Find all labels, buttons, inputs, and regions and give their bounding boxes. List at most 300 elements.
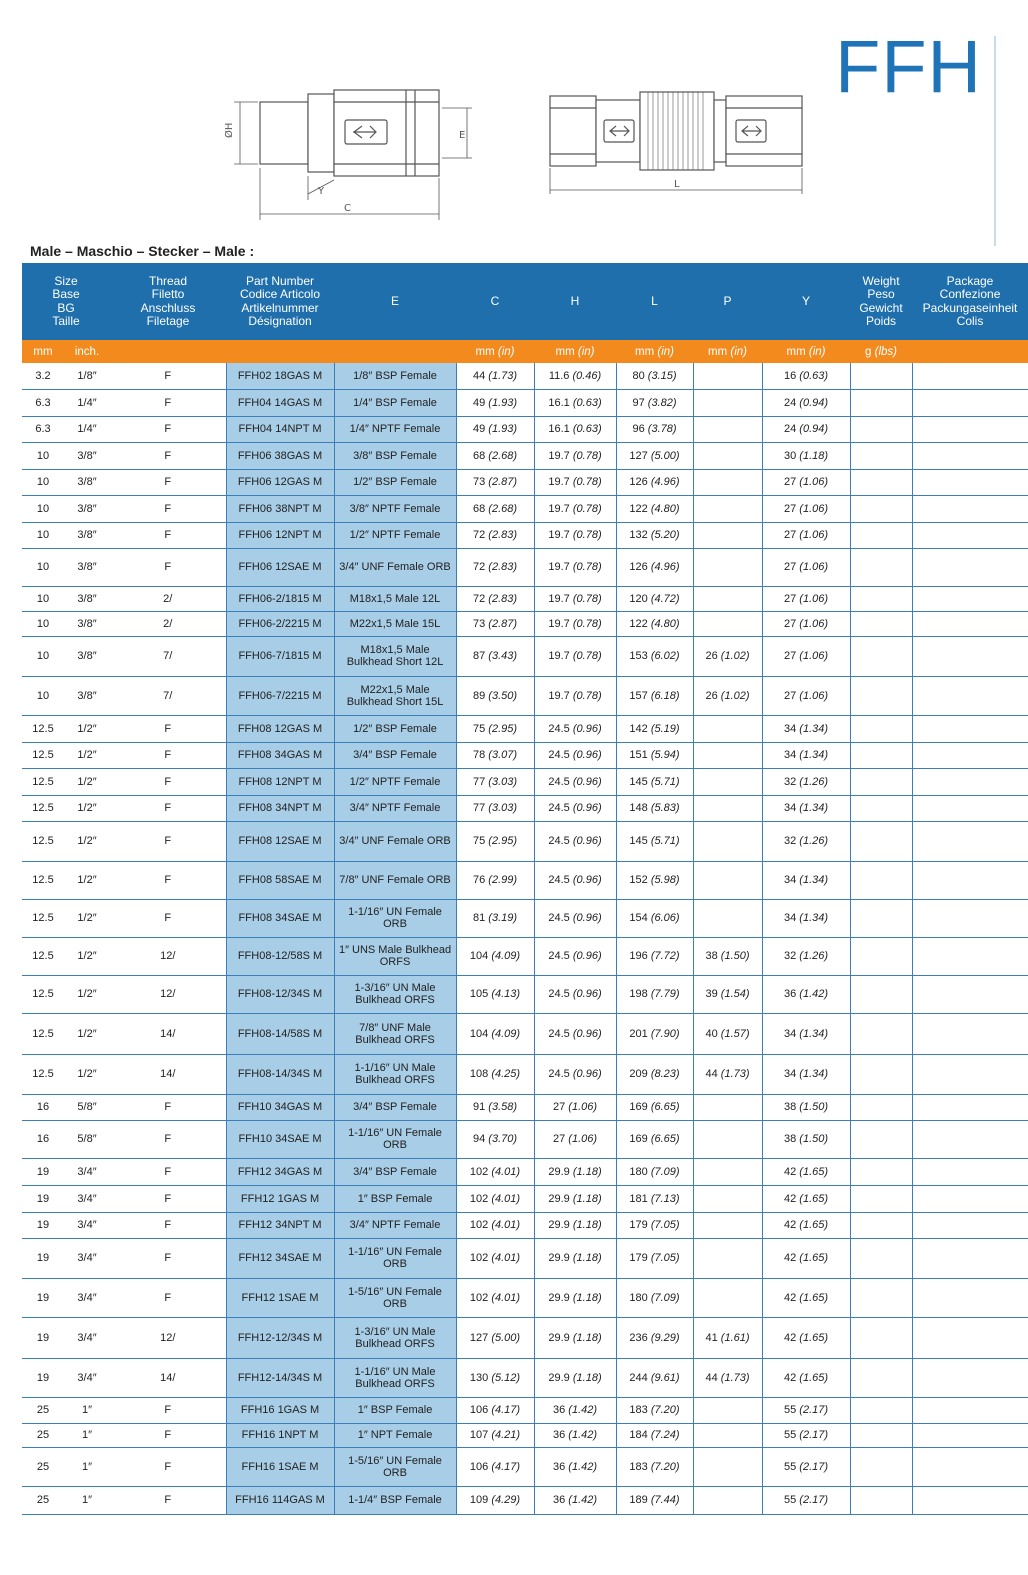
cell-l-in: (7.09) (650, 1165, 680, 1178)
cell-h-mm: 24.5 (548, 1068, 570, 1080)
cell-y-mm: 42 (783, 1219, 797, 1231)
cell-h-in: (0.96) (572, 775, 602, 788)
unit-mm: mm (708, 345, 728, 358)
cell-weight (850, 611, 912, 636)
cell-y (762, 495, 850, 522)
cell-l (616, 363, 693, 389)
cell-c-mm: 127 (469, 1331, 489, 1344)
cell-y-mm: 27 (783, 617, 797, 630)
cell-c-in: (4.01) (491, 1192, 521, 1205)
cell-y-in: (2.17) (799, 1404, 829, 1416)
cell-l-in: (7.72) (650, 950, 680, 962)
cell-p-mm: 39 (705, 988, 718, 1000)
cell-size-inch: 3/8″ (64, 442, 110, 469)
unit-in: (in) (657, 345, 675, 358)
cell-part-number: FFH12 34NPT M (226, 1212, 334, 1238)
cell-l-in: (7.05) (650, 1219, 680, 1231)
cell-p (693, 1238, 762, 1278)
cell-h-in: (0.78) (572, 689, 602, 702)
cell-h (534, 937, 616, 975)
cell-h-mm: 24.5 (548, 1027, 570, 1040)
cell-y-mm: 55 (783, 1460, 797, 1473)
cell-package (912, 1212, 1028, 1238)
cell-l (616, 1238, 693, 1278)
cell-c-mm: 104 (469, 950, 489, 962)
cell-l-mm: 181 (629, 1192, 648, 1205)
cell-h-in: (0.96) (572, 835, 602, 847)
cell-l (616, 442, 693, 469)
cell-size-inch: 3/4″ (64, 1158, 110, 1185)
cell-package (912, 1317, 1028, 1358)
cell-e: 1/2″ BSP Female (334, 469, 456, 495)
cell-h-in: (0.96) (572, 722, 602, 735)
table-row (22, 975, 1028, 1013)
cell-h-mm: 36 (552, 1429, 566, 1441)
cell-c-mm: 89 (472, 689, 486, 702)
cell-part-number: FFH12 34SAE M (226, 1238, 334, 1278)
cell-thread: 14/ (110, 1358, 226, 1397)
cell-y-in: (1.06) (799, 529, 829, 541)
unit-in: (in) (497, 345, 515, 358)
cell-l (616, 611, 693, 636)
table-row (22, 742, 1028, 768)
cell-y-mm: 34 (783, 874, 797, 886)
cell-y-in: (1.50) (799, 1133, 829, 1145)
cell-c-in: (4.17) (491, 1404, 521, 1416)
cell-c (456, 861, 534, 899)
cell-c-mm: 106 (469, 1404, 489, 1416)
cell-part-number: FFH16 114GAS M (226, 1486, 334, 1514)
cell-size-inch: 1/2″ (64, 861, 110, 899)
cell-p (693, 715, 762, 742)
cell-c (456, 742, 534, 768)
cell-l-mm: 80 (632, 369, 645, 382)
cell-y (762, 1447, 850, 1486)
cell-part-number: FFH08-14/34S M (226, 1054, 334, 1094)
cell-part-number: FFH12 1GAS M (226, 1185, 334, 1212)
cell-l-mm: 132 (629, 529, 648, 541)
cell-h-mm: 24.5 (548, 802, 570, 814)
cell-weight (850, 1447, 912, 1486)
cell-y-in: (2.17) (799, 1429, 829, 1441)
table-row (22, 1423, 1028, 1447)
cell-h-mm: 36 (552, 1460, 566, 1473)
cell-c (456, 768, 534, 795)
cell-p (693, 1486, 762, 1514)
cell-p-in: (1.73) (720, 1371, 750, 1384)
cell-y-mm: 24 (783, 396, 797, 409)
cell-l (616, 899, 693, 937)
cell-l-mm: 201 (629, 1027, 648, 1040)
cell-l-mm: 97 (632, 396, 645, 409)
cell-size-mm: 10 (22, 611, 64, 636)
cell-e: M18x1,5 Male Bulkhead Short 12L (334, 636, 456, 676)
cell-e: M22x1,5 Male Bulkhead Short 15L (334, 676, 456, 715)
cell-l (616, 975, 693, 1013)
cell-c-in: (4.01) (491, 1291, 521, 1304)
cell-l (616, 495, 693, 522)
cell-c (456, 1447, 534, 1486)
cell-p-mm: 26 (705, 689, 718, 702)
product-table (22, 263, 1028, 1515)
cell-h-in: (0.96) (572, 950, 602, 962)
cell-h (534, 1185, 616, 1212)
cell-part-number: FFH12-14/34S M (226, 1358, 334, 1397)
cell-p (693, 1447, 762, 1486)
cell-p-mm: 40 (705, 1027, 718, 1040)
cell-y (762, 522, 850, 548)
cell-e: 3/4″ UNF Female ORB (334, 548, 456, 586)
cell-l-in: (6.18) (650, 689, 680, 702)
cell-l-in: (6.65) (650, 1133, 680, 1145)
cell-thread: F (110, 548, 226, 586)
cell-y-in: (1.34) (799, 722, 829, 735)
cell-h (534, 1423, 616, 1447)
cell-p-in: (1.61) (720, 1331, 750, 1344)
cell-e: 1″ BSP Female (334, 1185, 456, 1212)
cell-thread: F (110, 899, 226, 937)
cell-c-mm: 75 (472, 835, 486, 847)
cell-p-in: (1.02) (720, 650, 750, 662)
cell-h-mm: 19.7 (548, 689, 570, 702)
cell-p (693, 1094, 762, 1120)
table-row (22, 548, 1028, 586)
cell-c-mm: 81 (472, 912, 486, 924)
cell-size-mm: 6.3 (22, 389, 64, 416)
cell-l (616, 676, 693, 715)
cell-c-mm: 91 (472, 1101, 486, 1113)
cell-c-mm: 102 (469, 1252, 489, 1264)
cell-package (912, 1158, 1028, 1185)
cell-package (912, 821, 1028, 861)
cell-h-mm: 29.9 (548, 1192, 570, 1205)
cell-l (616, 861, 693, 899)
cell-thread: 12/ (110, 1317, 226, 1358)
cell-package (912, 975, 1028, 1013)
cell-e: 3/4″ NPTF Female (334, 795, 456, 821)
cell-y-in: (1.06) (799, 592, 829, 605)
cell-l (616, 1486, 693, 1514)
cell-c-in: (3.07) (488, 749, 518, 761)
cell-h-mm: 24.5 (548, 722, 570, 735)
cell-package (912, 742, 1028, 768)
cell-package (912, 548, 1028, 586)
cell-h-mm: 24.5 (548, 874, 570, 886)
cell-h-in: (0.96) (572, 912, 602, 924)
cell-h (534, 1054, 616, 1094)
cell-size-mm: 12.5 (22, 768, 64, 795)
cell-size-inch: 3/4″ (64, 1358, 110, 1397)
cell-c-mm: 102 (469, 1291, 489, 1304)
cell-size-mm: 10 (22, 586, 64, 611)
cell-y-in: (1.06) (799, 502, 829, 515)
cell-h (534, 821, 616, 861)
cell-size-inch: 3/4″ (64, 1317, 110, 1358)
cell-y (762, 899, 850, 937)
cell-l-mm: 169 (629, 1133, 648, 1145)
cell-size-mm: 12.5 (22, 821, 64, 861)
table-row (22, 1054, 1028, 1094)
cell-thread: F (110, 1158, 226, 1185)
cell-thread: F (110, 416, 226, 442)
cell-h-mm: 19.7 (548, 529, 570, 541)
cell-c-in: (1.93) (488, 396, 518, 409)
cell-p-mm: 26 (705, 650, 718, 662)
cell-p-in: (1.73) (720, 1068, 750, 1080)
table-row (22, 611, 1028, 636)
cell-c-mm: 77 (472, 775, 486, 788)
cell-c (456, 1094, 534, 1120)
cell-h (534, 676, 616, 715)
cell-c-in: (2.87) (488, 617, 518, 630)
table-row (22, 821, 1028, 861)
cell-weight (850, 548, 912, 586)
cell-h (534, 1094, 616, 1120)
cell-l-mm: 142 (629, 722, 648, 735)
cell-y-in: (1.26) (799, 835, 829, 847)
cell-y (762, 975, 850, 1013)
cell-c (456, 1054, 534, 1094)
cell-e: 1-5/16″ UN Female ORB (334, 1278, 456, 1317)
cell-l-mm: 126 (629, 476, 648, 488)
cell-weight (850, 495, 912, 522)
cell-l-mm: 126 (629, 561, 648, 573)
cell-l (616, 937, 693, 975)
cell-size-inch: 3/4″ (64, 1212, 110, 1238)
cell-h (534, 768, 616, 795)
cell-y-in: (1.65) (799, 1192, 829, 1205)
cell-h-mm: 29.9 (548, 1165, 570, 1178)
cell-y-in: (1.34) (799, 749, 829, 761)
cell-y (762, 636, 850, 676)
header-e: E (334, 263, 456, 340)
cell-c (456, 522, 534, 548)
cell-p (693, 416, 762, 442)
cell-y-mm: 42 (783, 1165, 797, 1178)
cell-h-in: (1.18) (572, 1219, 602, 1231)
cell-package (912, 861, 1028, 899)
cell-l-in: (4.96) (650, 476, 680, 488)
cell-e: 1″ UNS Male Bulkhead ORFS (334, 937, 456, 975)
cell-c-in: (5.12) (491, 1371, 521, 1384)
cell-package (912, 899, 1028, 937)
cell-package (912, 1185, 1028, 1212)
cell-p-mm: 44 (705, 1371, 718, 1384)
cell-c-mm: 44 (472, 369, 486, 382)
cell-l-in: (4.96) (650, 561, 680, 573)
cell-l (616, 1185, 693, 1212)
cell-h-mm: 16.1 (548, 396, 570, 409)
cell-h (534, 975, 616, 1013)
cell-package (912, 1054, 1028, 1094)
cell-y-mm: 34 (783, 722, 797, 735)
cell-size-mm: 19 (22, 1185, 64, 1212)
cell-part-number: FFH08 12GAS M (226, 715, 334, 742)
cell-y-in: (1.06) (799, 689, 829, 702)
cell-l-in: (4.72) (650, 592, 680, 605)
cell-p (693, 1013, 762, 1054)
cell-e: 3/8″ BSP Female (334, 442, 456, 469)
cell-part-number: FFH08 12NPT M (226, 768, 334, 795)
cell-h-mm: 11.6 (548, 369, 570, 382)
cell-size-mm: 10 (22, 522, 64, 548)
unit-mm: mm (635, 345, 655, 358)
cell-y-mm: 42 (783, 1192, 797, 1205)
section-title: Male – Maschio – Stecker – Male : (30, 243, 255, 259)
cell-size-mm: 19 (22, 1238, 64, 1278)
cell-l-in: (5.94) (650, 749, 680, 761)
cell-e: 1-5/16″ UN Female ORB (334, 1447, 456, 1486)
cell-y-mm: 16 (783, 369, 797, 382)
cell-y-in: (2.17) (799, 1460, 829, 1473)
cell-e: M22x1,5 Male 15L (334, 611, 456, 636)
table-row (22, 1185, 1028, 1212)
unit-mm: mm (475, 345, 495, 358)
dim-c-label: C (344, 203, 351, 214)
cell-thread: F (110, 495, 226, 522)
cell-e: 3/4″ BSP Female (334, 742, 456, 768)
cell-y (762, 1278, 850, 1317)
cell-c-in: (2.95) (488, 835, 518, 847)
cell-thread: 12/ (110, 975, 226, 1013)
cell-y-mm: 34 (783, 912, 797, 924)
unit-in: (in) (730, 345, 748, 358)
cell-thread: F (110, 1238, 226, 1278)
cell-y-mm: 34 (783, 802, 797, 814)
cell-p (693, 861, 762, 899)
cell-c (456, 548, 534, 586)
cell-weight (850, 1317, 912, 1358)
cell-y-mm: 34 (783, 749, 797, 761)
cell-weight (850, 742, 912, 768)
cell-p (693, 636, 762, 676)
cell-l-mm: 151 (629, 749, 648, 761)
cell-package (912, 1423, 1028, 1447)
cell-part-number: FFH06-7/2215 M (226, 676, 334, 715)
cell-c (456, 469, 534, 495)
cell-size-mm: 12.5 (22, 861, 64, 899)
cell-thread: F (110, 442, 226, 469)
cell-y-in: (1.65) (799, 1331, 829, 1344)
cell-c (456, 715, 534, 742)
cell-l (616, 1317, 693, 1358)
cell-y (762, 676, 850, 715)
cell-h-mm: 19.7 (548, 502, 570, 515)
cell-l-mm: 198 (629, 988, 648, 1000)
table-row (22, 495, 1028, 522)
cell-c-in: (4.09) (491, 950, 521, 962)
cell-l-in: (7.05) (650, 1252, 680, 1264)
table-row (22, 1212, 1028, 1238)
cell-weight (850, 1486, 912, 1514)
table-row (22, 768, 1028, 795)
cell-c-mm: 49 (472, 423, 486, 435)
cell-weight (850, 1423, 912, 1447)
cell-package (912, 442, 1028, 469)
cell-l-mm: 145 (629, 775, 648, 788)
cell-thread: F (110, 715, 226, 742)
cell-y-in: (1.06) (799, 476, 829, 488)
header-thread: Thread Filetto Anschluss Filetage (110, 263, 226, 340)
cell-size-inch: 1/8″ (64, 363, 110, 389)
cell-e: 1-3/16″ UN Male Bulkhead ORFS (334, 1317, 456, 1358)
table-row (22, 442, 1028, 469)
cell-thread: 14/ (110, 1054, 226, 1094)
brand-rule (994, 36, 996, 246)
cell-thread: F (110, 522, 226, 548)
cell-c-mm: 94 (472, 1133, 486, 1145)
table-row (22, 715, 1028, 742)
table-row (22, 1278, 1028, 1317)
cell-y-in: (1.06) (799, 617, 829, 630)
cell-l (616, 416, 693, 442)
cell-h-in: (0.78) (572, 476, 602, 488)
cell-p (693, 495, 762, 522)
male-coupling-drawing (210, 80, 490, 225)
cell-y-in: (1.26) (799, 775, 829, 788)
cell-l-mm: 153 (629, 650, 648, 662)
cell-p (693, 1317, 762, 1358)
table-row (22, 1486, 1028, 1514)
cell-p (693, 363, 762, 389)
cell-p (693, 768, 762, 795)
cell-p (693, 1054, 762, 1094)
cell-e: 1-1/16″ UN Male Bulkhead ORFS (334, 1054, 456, 1094)
cell-weight (850, 1120, 912, 1158)
cell-weight (850, 1358, 912, 1397)
cell-weight (850, 1094, 912, 1120)
cell-h (534, 469, 616, 495)
cell-package (912, 1120, 1028, 1158)
cell-c-in: (4.09) (491, 1027, 521, 1040)
cell-l (616, 768, 693, 795)
cell-h (534, 495, 616, 522)
cell-c-in: (3.03) (488, 775, 518, 788)
cell-l (616, 1423, 693, 1447)
table-row (22, 1317, 1028, 1358)
cell-y (762, 1185, 850, 1212)
cell-weight (850, 442, 912, 469)
cell-c (456, 1423, 534, 1447)
cell-c (456, 1158, 534, 1185)
cell-h-in: (0.78) (572, 449, 602, 462)
cell-size-inch: 1″ (64, 1486, 110, 1514)
header-y: Y (762, 263, 850, 340)
cell-l (616, 1013, 693, 1054)
cell-y-in: (1.42) (799, 988, 829, 1000)
cell-p (693, 821, 762, 861)
table-row (22, 389, 1028, 416)
cell-h-in: (0.96) (572, 874, 602, 886)
unit-thread (110, 340, 226, 363)
cell-h (534, 899, 616, 937)
cell-h-in: (1.18) (572, 1252, 602, 1264)
cell-size-inch: 1″ (64, 1423, 110, 1447)
cell-part-number: FFH12-12/34S M (226, 1317, 334, 1358)
cell-size-mm: 25 (22, 1486, 64, 1514)
cell-y-mm: 55 (783, 1494, 797, 1506)
cell-package (912, 1397, 1028, 1423)
cell-size-inch: 1/2″ (64, 821, 110, 861)
cell-h-mm: 19.7 (548, 617, 570, 630)
unit-mm: mm (555, 345, 575, 358)
cell-c (456, 1397, 534, 1423)
cell-y-mm: 30 (783, 449, 797, 462)
cell-y (762, 586, 850, 611)
cell-h (534, 636, 616, 676)
cell-weight (850, 715, 912, 742)
cell-l-in: (4.80) (650, 617, 680, 630)
